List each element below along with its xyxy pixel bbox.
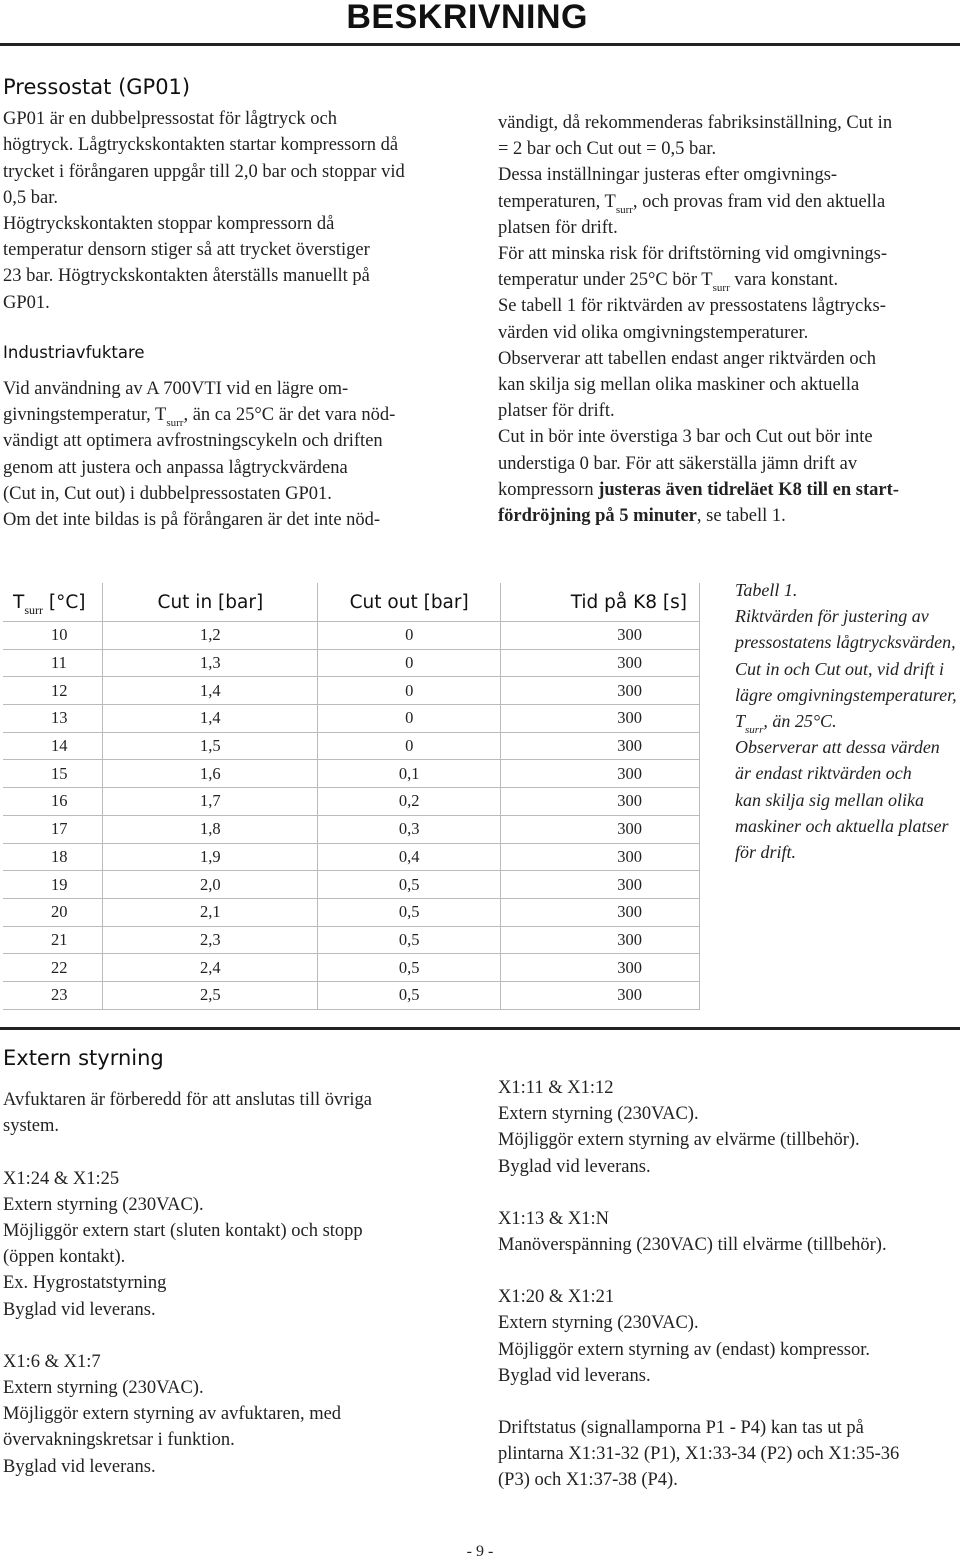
text-line: (Cut in, Cut out) i dubbelpressostaten GP01. (3, 483, 332, 504)
caption-line: Tabell 1. (735, 580, 798, 600)
right-column-top (498, 110, 958, 529)
table-cell: 11 (3, 649, 103, 677)
text-line: (P3) och X1:37-38 (P4). (498, 1470, 678, 1491)
table-cell: 0,5 (318, 954, 501, 982)
table-row (3, 843, 700, 871)
table-cell: 21 (3, 926, 103, 954)
table-cell: 1,4 (103, 677, 318, 705)
table-cell: 0 (318, 677, 501, 705)
table-cell: 300 (501, 622, 700, 650)
header-rule (0, 43, 960, 46)
text-line: givningstemperatur, $T_{surr}$, än ca 25°C är det vara nöd- (3, 405, 396, 430)
table-cell: 1,4 (103, 705, 318, 733)
extern-right-column (498, 1075, 958, 1494)
table-cell: 0,5 (318, 871, 501, 899)
text-line: Möjliggör extern start (sluten kontakt) och stopp (3, 1221, 363, 1242)
industri-heading: Industriavfuktare (3, 342, 145, 362)
table-cell: 2,1 (103, 898, 318, 926)
caption-line: Cut in och Cut out, vid drift i (735, 658, 945, 679)
table-row (3, 954, 700, 982)
table-cell: 300 (501, 871, 700, 899)
text-line: Extern styrning (230VAC). (498, 1313, 699, 1334)
terminal-label: X1:6 & X1:7 (3, 1351, 101, 1372)
table-cell: 300 (501, 705, 700, 733)
table-row (3, 815, 700, 843)
extern-heading: Extern styrning (3, 1046, 164, 1070)
text-line: genom att justera och anpassa lågtryckvärdena (3, 457, 348, 478)
table-cell: 0 (318, 732, 501, 760)
text-line: Ex. Hygrostatstyrning (3, 1273, 167, 1294)
text-line: Extern styrning (230VAC). (3, 1194, 204, 1215)
text-line: platser för drift. (498, 401, 615, 422)
text-line: Byglad vid leverans. (498, 1365, 651, 1386)
table-cell: 15 (3, 760, 103, 788)
terminal-label: X1:13 & X1:N (498, 1208, 609, 1229)
text-line: fördröjning på 5 minuter, se tabell 1. (498, 506, 786, 527)
table-cell: 1,9 (103, 843, 318, 871)
extern-left-column (3, 1045, 463, 1480)
text-line: kan skilja sig mellan olika maskiner och aktuella (498, 375, 860, 396)
text-line: Manöverspänning (230VAC) till elvärme (tillbehör). (498, 1235, 887, 1256)
caption-line: kan skilja sig mellan olika (735, 789, 924, 810)
table-row (3, 981, 700, 1009)
text-line: Vid användning av A 700VTI vid en lägre om- (3, 379, 349, 400)
text-line: temperaturen, $T_{surr}$, och provas fram vid den aktuella (498, 191, 886, 216)
table-row (3, 677, 700, 705)
text-line: vändigt, då rekommenderas fabriksinställning, Cut in (498, 113, 893, 133)
text-line: Observerar att tabellen endast anger riktvärden och (498, 348, 877, 369)
table-cell: 300 (501, 898, 700, 926)
table-cell: 14 (3, 732, 103, 760)
text-line: Byglad vid leverans. (3, 1456, 156, 1477)
text-line: Se tabell 1 för riktvärden av pressostatens lågtrycks- (498, 296, 886, 317)
text-line: Byglad vid leverans. (498, 1156, 651, 1177)
caption-line: lägre omgivningstemperaturer, (735, 684, 957, 705)
table-row (3, 926, 700, 954)
table-cell: 0 (318, 622, 501, 650)
table-header-row (3, 583, 700, 622)
table-cell: 18 (3, 843, 103, 871)
text-line: GP01. (3, 292, 50, 313)
table-cell: 0,3 (318, 815, 501, 843)
text-line: GP01 är en dubbelpressostat för lågtryck och (3, 109, 337, 130)
table-cell: 12 (3, 677, 103, 705)
table-cell: 13 (3, 705, 103, 733)
text-line: Extern styrning (230VAC). (498, 1104, 699, 1125)
table-cell: 23 (3, 981, 103, 1009)
text-line: Extern styrning (230VAC). (3, 1378, 204, 1399)
text-line: högtryck. Lågtryckskontakten startar kompressorn då (3, 135, 399, 156)
table-cell: 0,2 (318, 788, 501, 816)
text-line: Om det inte bildas is på förångaren är det inte nöd- (3, 510, 381, 531)
table-cell: 0,5 (318, 926, 501, 954)
left-column-top (3, 74, 453, 533)
table-cell: 300 (501, 677, 700, 705)
caption-line: Observerar att dessa värden (735, 737, 940, 758)
caption-line: $T_{surr}$, än 25°C. (735, 711, 837, 737)
caption-line: maskiner och aktuella platser (735, 815, 949, 836)
text-line: Möjliggör extern styrning av elvärme (tillbehör). (498, 1130, 860, 1151)
table-caption (735, 577, 957, 865)
text-line: understiga 0 bar. För att säkerställa jämn drift av (498, 453, 858, 474)
col-header-tsurr: $T_{surr}$ [°C] (3, 583, 103, 622)
text-line: För att minska risk för driftstörning vid omgivnings- (498, 244, 887, 265)
table-cell: 300 (501, 788, 700, 816)
caption-line: är endast riktvärden och (735, 763, 912, 784)
table-cell: 300 (501, 981, 700, 1009)
text-line: Avfuktaren är förberedd för att anslutas till övriga (3, 1090, 373, 1111)
text-line: värden vid olika omgivningstemperaturer. (498, 322, 809, 343)
text-line: kompressorn justeras även tidreläet K8 till en start- (498, 479, 899, 500)
col-header-cut-in: Cut in [bar] (103, 583, 318, 622)
table-cell: 1,5 (103, 732, 318, 760)
table-cell: 300 (501, 760, 700, 788)
section-rule (0, 1027, 960, 1030)
caption-line: för drift. (735, 842, 797, 863)
text-line: system. (3, 1116, 60, 1137)
text-line: Driftstatus (signallamporna P1 - P4) kan tas ut på (498, 1418, 864, 1439)
caption-line: Riktvärden för justering av (735, 606, 929, 627)
table-row (3, 649, 700, 677)
table-cell: 17 (3, 815, 103, 843)
table-row (3, 898, 700, 926)
table-cell: 300 (501, 649, 700, 677)
terminal-label: X1:20 & X1:21 (498, 1287, 615, 1308)
col-header-k8-time: Tid på K8 [s] (501, 583, 700, 622)
text-line: plintarna X1:31-32 (P1), X1:33-34 (P2) och X1:35-36 (498, 1444, 900, 1465)
text-line: 0,5 bar. (3, 187, 58, 208)
table-row (3, 705, 700, 733)
table-cell: 0 (318, 649, 501, 677)
table-cell: 1,7 (103, 788, 318, 816)
table-cell: 2,4 (103, 954, 318, 982)
table-cell: 300 (501, 732, 700, 760)
table-cell: 0 (318, 705, 501, 733)
text-line: Möjliggör extern styrning av avfuktaren, med (3, 1404, 342, 1425)
table-cell: 1,6 (103, 760, 318, 788)
text-line: platsen för drift. (498, 217, 618, 238)
terminal-label: X1:11 & X1:12 (498, 1078, 614, 1098)
table-cell: 1,2 (103, 622, 318, 650)
table-cell: 10 (3, 622, 103, 650)
text-line: övervakningskretsar i funktion. (3, 1430, 235, 1451)
table-cell: 300 (501, 926, 700, 954)
text-line: trycket i förångaren uppgår till 2,0 bar och stoppar vid (3, 161, 405, 182)
pressostat-heading: Pressostat (GP01) (3, 75, 191, 99)
terminal-label: X1:24 & X1:25 (3, 1168, 120, 1189)
table-cell: 20 (3, 898, 103, 926)
table-cell: 2,5 (103, 981, 318, 1009)
page-number: - 9 - (466, 1543, 494, 1560)
table-cell: 0,1 (318, 760, 501, 788)
table-cell: 22 (3, 954, 103, 982)
table-cell: 2,3 (103, 926, 318, 954)
text-line: = 2 bar och Cut out = 0,5 bar. (498, 139, 717, 160)
table-cell: 300 (501, 954, 700, 982)
table-row (3, 732, 700, 760)
page-header-title: BESKRIVNING (346, 0, 588, 36)
text-line: 23 bar. Högtryckskontakten återställs manuellt på (3, 266, 370, 287)
table-cell: 1,3 (103, 649, 318, 677)
table-row (3, 871, 700, 899)
text-line: (öppen kontakt). (3, 1247, 126, 1268)
text-line: Möjliggör extern styrning av (endast) kompressor. (498, 1339, 870, 1360)
table-row (3, 788, 700, 816)
table-row (3, 622, 700, 650)
text-line: Högtryckskontakten stoppar kompressorn då (3, 214, 335, 235)
table-cell: 19 (3, 871, 103, 899)
table-cell: 1,8 (103, 815, 318, 843)
text-line: vändigt att optimera avfrostningscykeln och driften (3, 431, 383, 452)
text-line: temperatur under 25°C bör $T_{surr}$ vara konstant. (498, 270, 839, 295)
text-line: temperatur densorn stiger så att trycket överstiger (3, 240, 370, 261)
table-cell: 0,4 (318, 843, 501, 871)
table-cell: 2,0 (103, 871, 318, 899)
text-line: Byglad vid leverans. (3, 1299, 156, 1320)
text-line: Cut in bör inte överstiga 3 bar och Cut out bör inte (498, 427, 873, 448)
col-header-cut-out: Cut out [bar] (318, 583, 501, 622)
table-cell: 16 (3, 788, 103, 816)
text-line: Dessa inställningar justeras efter omgivnings- (498, 165, 838, 186)
table-row (3, 760, 700, 788)
caption-line: pressostatens lågtrycksvärden, (735, 632, 956, 653)
table-cell: 300 (501, 815, 700, 843)
table-cell: 300 (501, 843, 700, 871)
table-cell: 0,5 (318, 898, 501, 926)
table-cell: 0,5 (318, 981, 501, 1009)
pressure-settings-table (3, 583, 700, 1010)
